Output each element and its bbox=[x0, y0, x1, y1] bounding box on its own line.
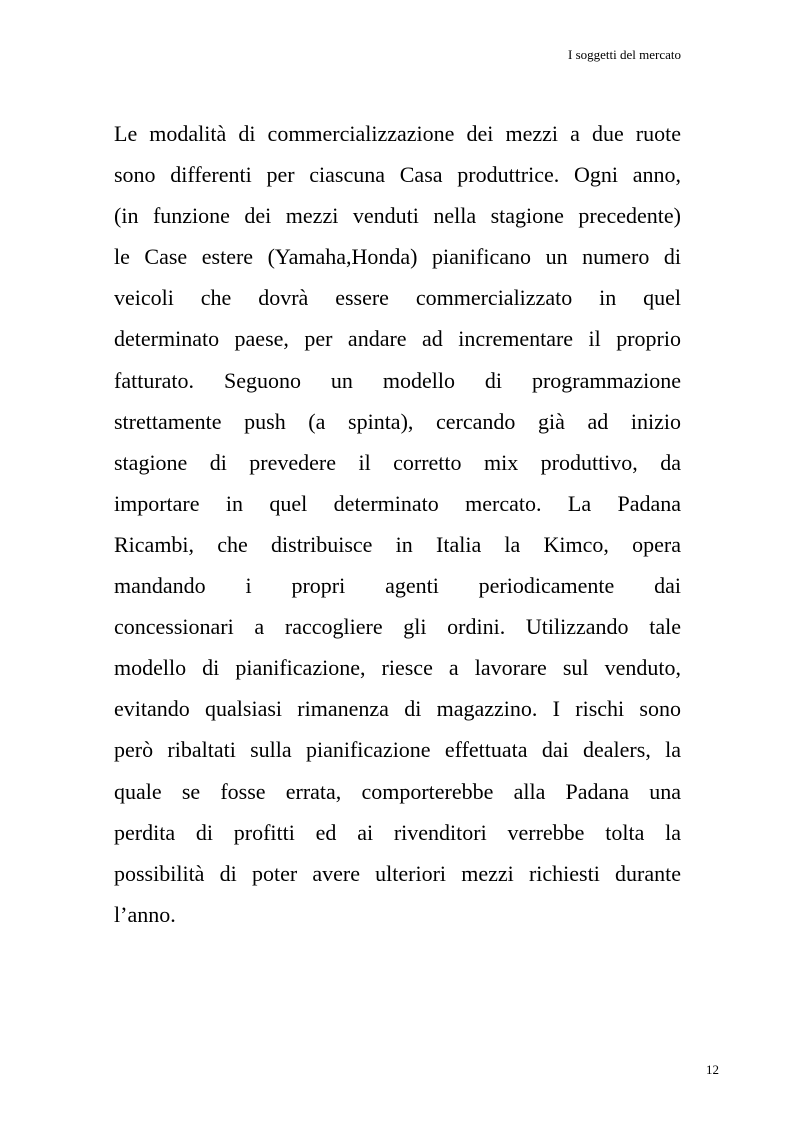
text-line: sono differenti per ciascuna Casa produttrice. Ogni anno, bbox=[114, 162, 681, 188]
page-number: 12 bbox=[706, 1062, 719, 1077]
text-line: le Case estere (Yamaha,Honda) pianificano un numero di bbox=[114, 244, 681, 270]
text-line: mandando i propri agenti periodicamente dai bbox=[114, 573, 681, 599]
body-paragraph bbox=[114, 113, 681, 935]
text-line: possibilità di poter avere ulteriori mezzi richiesti durante bbox=[114, 860, 681, 886]
text-line: importare in quel determinato mercato. La Padana bbox=[114, 490, 681, 516]
text-line: (in funzione dei mezzi venduti nella stagione precedente) bbox=[114, 203, 681, 229]
text-line: però ribaltati sulla pianificazione effettuata dai dealers, la bbox=[114, 737, 681, 763]
running-header: I soggetti del mercato bbox=[568, 47, 681, 62]
text-line: veicoli che dovrà essere commercializzato in quel bbox=[114, 285, 681, 311]
text-line: evitando qualsiasi rimanenza di magazzino. I rischi sono bbox=[114, 696, 681, 722]
text-line: quale se fosse errata, comporterebbe alla Padana una bbox=[114, 778, 681, 804]
text-line: Ricambi, che distribuisce in Italia la Kimco, opera bbox=[114, 531, 681, 557]
text-line: stagione di prevedere il corretto mix produttivo, da bbox=[114, 449, 681, 475]
text-line: modello di pianificazione, riesce a lavorare sul venduto, bbox=[114, 655, 681, 681]
text-line: fatturato. Seguono un modello di programmazione bbox=[114, 367, 681, 393]
text-line: perdita di profitti ed ai rivenditori verrebbe tolta la bbox=[114, 819, 681, 845]
text-line: strettamente push (a spinta), cercando già ad inizio bbox=[114, 408, 681, 434]
text-line: concessionari a raccogliere gli ordini. Utilizzando tale bbox=[114, 614, 681, 640]
text-line: Le modalità di commercializzazione dei mezzi a due ruote bbox=[114, 121, 681, 146]
text-line: l’anno. bbox=[114, 901, 176, 927]
text-line: determinato paese, per andare ad incrementare il proprio bbox=[114, 326, 681, 352]
